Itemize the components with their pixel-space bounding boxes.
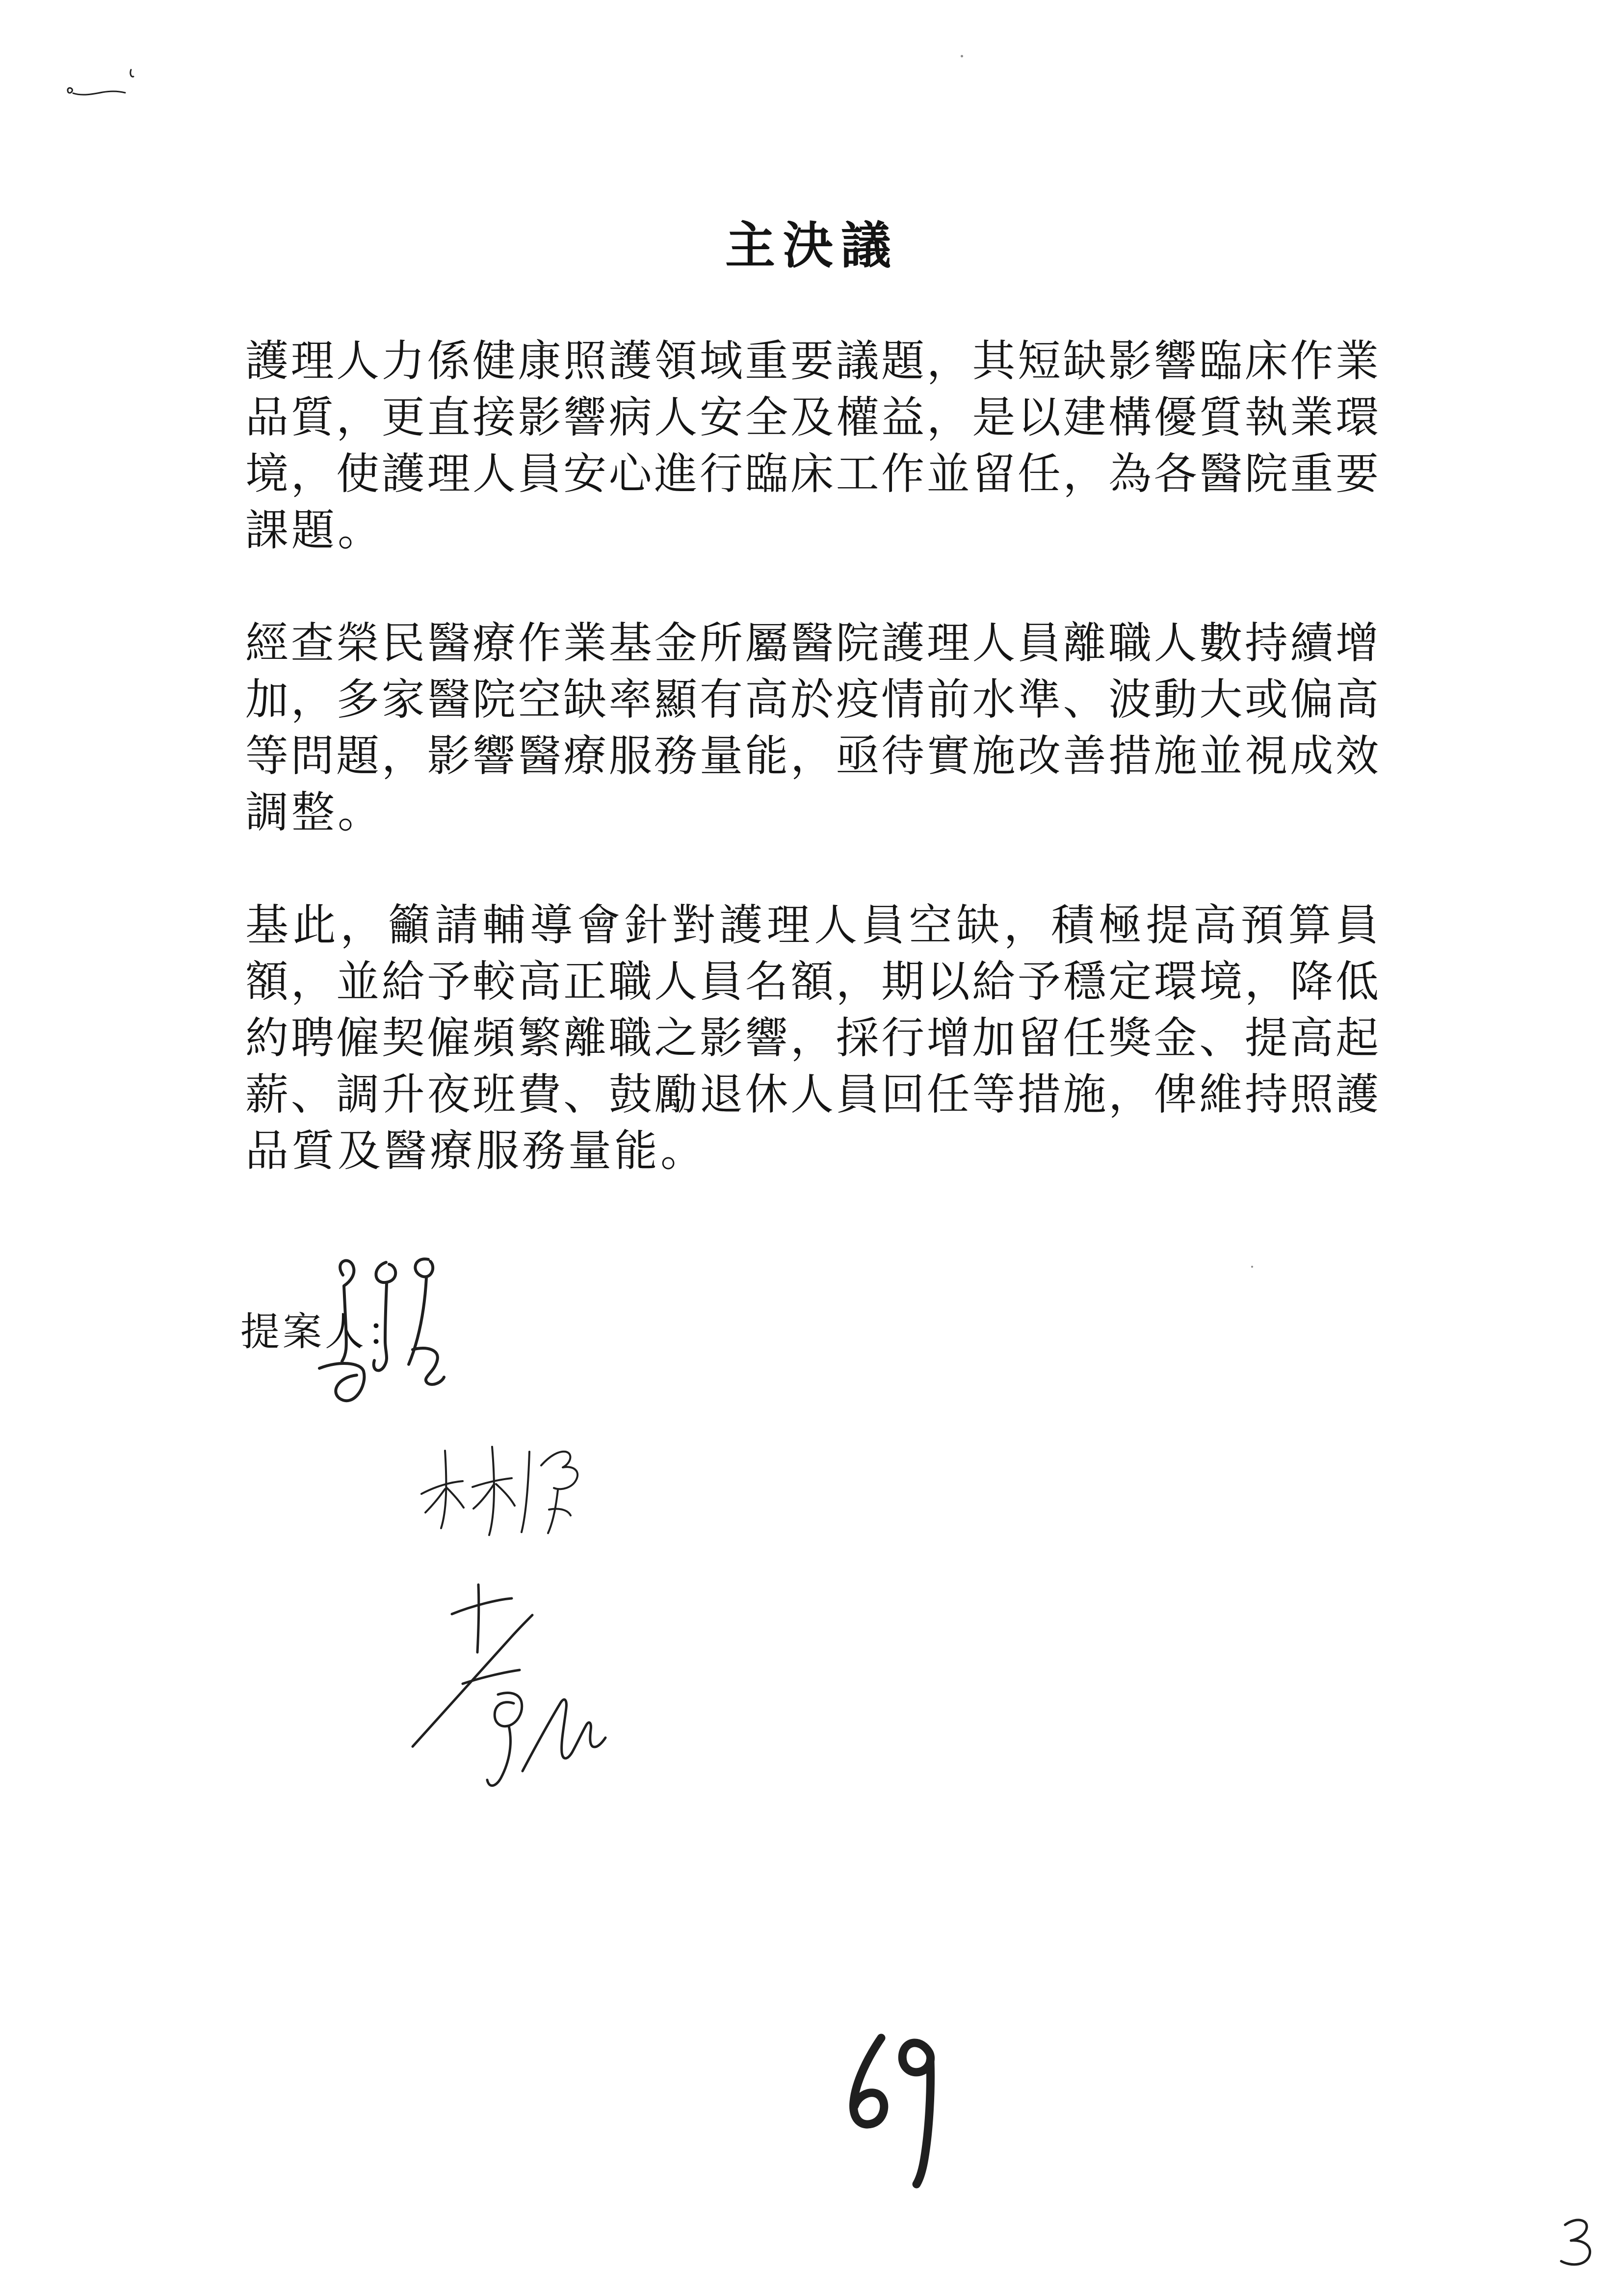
body-line: 薪、調升夜班費、鼓勵退休人員回任等措施，俾維持照護 <box>245 1071 1379 1119</box>
paragraph-1 <box>245 334 1379 559</box>
scan-artifact-dot <box>961 55 963 57</box>
body-line: 額，並給予較高正職人員名額，期以給予穩定環境，降低 <box>245 959 1379 1006</box>
proposer-signature-2 <box>415 1435 584 1555</box>
proposer-signature-3 <box>405 1580 616 1820</box>
body-line: 約聘僱契僱頻繁離職之影響，採行增加留任獎金、提高起 <box>245 1015 1379 1063</box>
proposer-signature-1 <box>312 1253 454 1415</box>
scan-artifact-dot <box>1251 1266 1253 1268</box>
body-line: 調整。 <box>245 789 384 837</box>
proposer-label: 提案人： <box>240 1311 409 1354</box>
paragraph-3 <box>245 898 1379 1180</box>
body-line: 課題。 <box>245 507 384 555</box>
handwritten-page-number <box>1554 2215 1599 2270</box>
body-line: 護理人力係健康照護領域重要議題，其短缺影響臨床作業 <box>245 338 1379 386</box>
body-line: 加，多家醫院空缺率顯有高於疫情前水準、波動大或偏高 <box>245 677 1379 724</box>
body-line: 境，使護理人員安心進行臨床工作並留任，為各醫院重要 <box>245 451 1379 498</box>
body-line: 品質及醫療服務量能。 <box>245 1128 707 1175</box>
paragraph-2 <box>245 616 1379 841</box>
handwritten-item-number <box>833 2030 941 2194</box>
body-line: 品質，更直接影響病人安全及權益，是以建構優質執業環 <box>245 394 1379 442</box>
body-line: 經查榮民醫療作業基金所屬醫院護理人員離職人數持續增 <box>245 620 1379 668</box>
body-line: 等問題，影響醫療服務量能，亟待實施改善措施並視成效 <box>245 733 1379 781</box>
document-title: 主決議 <box>725 219 899 274</box>
scan-artifact-squiggle <box>56 59 150 103</box>
body-line: 基此，籲請輔導會針對護理人員空缺，積極提高預算員 <box>245 902 1379 950</box>
